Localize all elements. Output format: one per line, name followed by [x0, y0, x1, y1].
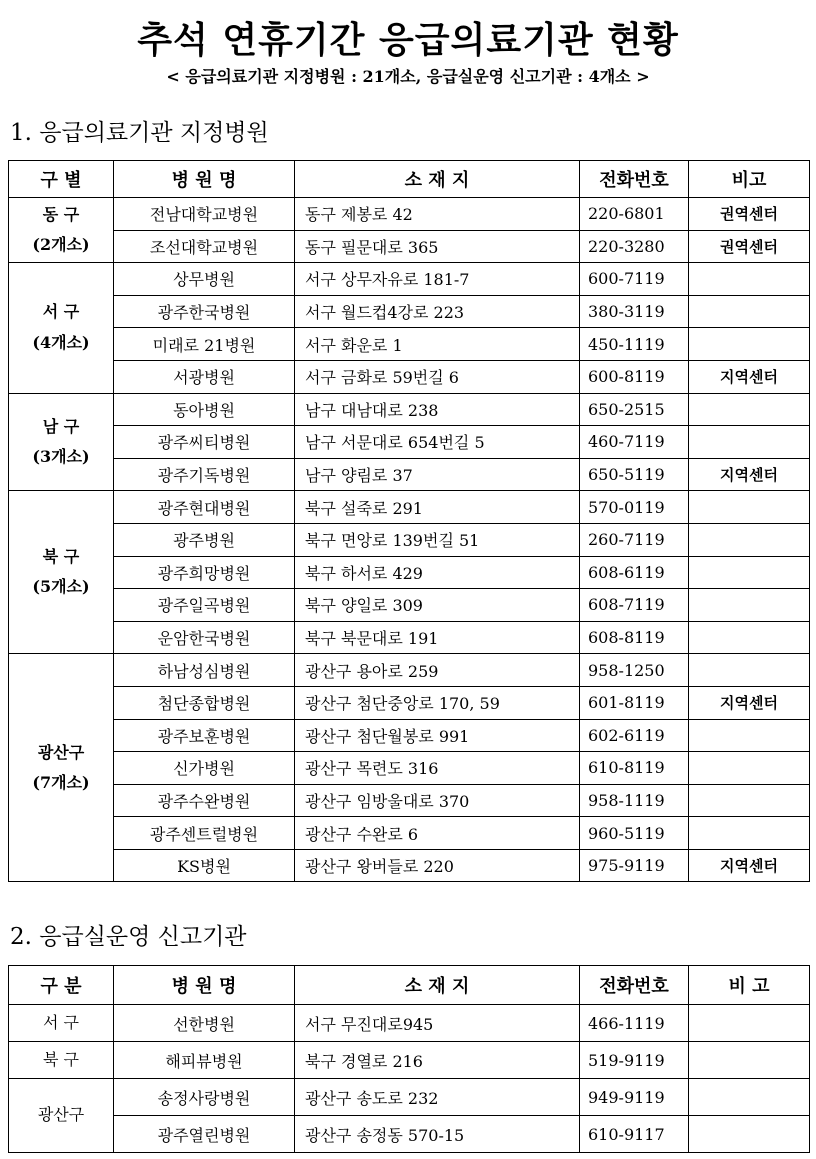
hospital-note	[689, 1005, 810, 1042]
header-address: 소 재 지	[295, 966, 580, 1005]
hospital-address: 광산구 수완로 6	[295, 817, 580, 850]
hospital-name: 상무병원	[114, 263, 295, 296]
section2-heading: 2. 응급실운영 신고기관	[10, 924, 247, 950]
table-row	[9, 393, 810, 426]
hospital-address: 북구 설죽로 291	[295, 491, 580, 524]
hospital-phone: 220-6801	[580, 198, 689, 231]
table-row	[9, 849, 810, 882]
hospital-phone: 958-1250	[580, 654, 689, 687]
group-cell	[9, 198, 114, 263]
table-row	[9, 426, 810, 459]
hospital-address: 서구 금화로 59번길 6	[295, 360, 580, 393]
hospital-phone: 519-9119	[580, 1042, 689, 1079]
group-count: (3개소)	[32, 446, 90, 466]
hospital-name: 동아병원	[114, 393, 295, 426]
page-subtitle: < 응급의료기관 지정병원 : 21개소, 응급실운영 신고기관 : 4개소 >	[166, 67, 650, 86]
hospital-address: 광산구 왕버들로 220	[295, 849, 580, 882]
header-phone: 전화번호	[580, 161, 689, 198]
group-cell	[9, 393, 114, 491]
hospital-note	[689, 1079, 810, 1116]
header-note: 비고	[689, 161, 810, 198]
hospital-phone: 601-8119	[580, 686, 689, 719]
table-header-row	[9, 161, 810, 198]
hospital-name: 광주희망병원	[114, 556, 295, 589]
hospital-note	[689, 295, 810, 328]
hospital-note	[689, 556, 810, 589]
hospital-phone: 600-7119	[580, 263, 689, 296]
hospital-phone: 608-8119	[580, 621, 689, 654]
hospital-name: 전남대학교병원	[114, 198, 295, 231]
group-name: 남 구	[42, 416, 80, 436]
header-phone: 전화번호	[580, 966, 689, 1005]
hospital-note	[689, 654, 810, 687]
table-row	[9, 458, 810, 491]
hospital-note	[689, 1042, 810, 1079]
hospital-phone: 650-2515	[580, 393, 689, 426]
table-row	[9, 1116, 810, 1153]
hospital-phone: 570-0119	[580, 491, 689, 524]
table-row	[9, 1079, 810, 1116]
hospital-note	[689, 523, 810, 556]
hospital-phone: 466-1119	[580, 1005, 689, 1042]
group-count: (7개소)	[32, 772, 90, 792]
hospital-address: 남구 양림로 37	[295, 458, 580, 491]
table-row	[9, 263, 810, 296]
hospital-phone: 220-3280	[580, 230, 689, 263]
hospital-address: 광산구 송도로 232	[295, 1079, 580, 1116]
hospital-phone: 608-7119	[580, 589, 689, 622]
hospital-name: 광주병원	[114, 523, 295, 556]
hospital-phone: 602-6119	[580, 719, 689, 752]
header-group: 구 분	[9, 966, 114, 1005]
table-row	[9, 1042, 810, 1079]
hospital-note	[689, 491, 810, 524]
table-row	[9, 556, 810, 589]
hospital-address: 북구 양일로 309	[295, 589, 580, 622]
table-row	[9, 784, 810, 817]
hospital-name: 운암한국병원	[114, 621, 295, 654]
hospital-address: 서구 상무자유로 181-7	[295, 263, 580, 296]
group-count: (4개소)	[32, 332, 90, 352]
hospital-address: 서구 월드컵4강로 223	[295, 295, 580, 328]
table-row	[9, 198, 810, 231]
hospital-note	[689, 589, 810, 622]
header-group: 구 별	[9, 161, 114, 198]
group-cell	[9, 654, 114, 882]
table-row	[9, 523, 810, 556]
hospital-address: 남구 서문대로 654번길 5	[295, 426, 580, 459]
hospital-name: 첨단종합병원	[114, 686, 295, 719]
group-name: 서 구	[42, 302, 80, 322]
table-row	[9, 328, 810, 361]
hospital-name: 광주열린병원	[114, 1116, 295, 1153]
hospital-phone: 949-9119	[580, 1079, 689, 1116]
hospital-address: 광산구 첨단월봉로 991	[295, 719, 580, 752]
hospital-note: 권역센터	[689, 230, 810, 263]
table-row	[9, 491, 810, 524]
hospital-phone: 608-6119	[580, 556, 689, 589]
group-name: 서 구	[43, 1012, 79, 1032]
hospital-address: 광산구 임방울대로 370	[295, 784, 580, 817]
hospital-name: 신가병원	[114, 752, 295, 785]
hospital-note	[689, 1116, 810, 1153]
hospital-name: 광주현대병원	[114, 491, 295, 524]
hospital-note: 지역센터	[689, 360, 810, 393]
hospital-phone: 260-7119	[580, 523, 689, 556]
group-count: (2개소)	[32, 235, 90, 255]
hospital-name: 광주씨티병원	[114, 426, 295, 459]
hospital-address: 서구 화운로 1	[295, 328, 580, 361]
hospital-name: 미래로 21병원	[114, 328, 295, 361]
hospital-name: 해피뷰병원	[114, 1042, 295, 1079]
hospital-name: 광주일곡병원	[114, 589, 295, 622]
hospital-address: 동구 필문대로 365	[295, 230, 580, 263]
table-row	[9, 817, 810, 850]
hospital-name: 서광병원	[114, 360, 295, 393]
table-row	[9, 230, 810, 263]
hospital-address: 북구 경열로 216	[295, 1042, 580, 1079]
table-row	[9, 621, 810, 654]
group-cell	[9, 1042, 114, 1079]
hospital-address: 북구 면앙로 139번길 51	[295, 523, 580, 556]
hospital-address: 서구 무진대로945	[295, 1005, 580, 1042]
hospital-name: 광주한국병원	[114, 295, 295, 328]
hospital-name: 광주기독병원	[114, 458, 295, 491]
table-row	[9, 654, 810, 687]
hospital-name: KS병원	[114, 849, 295, 882]
hospital-phone: 450-1119	[580, 328, 689, 361]
group-cell	[9, 263, 114, 393]
hospital-note	[689, 263, 810, 296]
hospital-name: 송정사랑병원	[114, 1079, 295, 1116]
group-name: 북 구	[42, 546, 80, 566]
hospital-address: 광산구 송정동 570-15	[295, 1116, 580, 1153]
hospital-note: 지역센터	[689, 849, 810, 882]
table-header-row	[9, 966, 810, 1005]
hospital-address: 동구 제봉로 42	[295, 198, 580, 231]
hospital-name: 광주센트럴병원	[114, 817, 295, 850]
hospital-phone: 610-9117	[580, 1116, 689, 1153]
hospital-name: 하남성심병원	[114, 654, 295, 687]
section1-heading: 1. 응급의료기관 지정병원	[10, 120, 269, 146]
hospital-address: 북구 하서로 429	[295, 556, 580, 589]
table-row	[9, 686, 810, 719]
group-cell	[9, 491, 114, 654]
hospital-phone: 610-8119	[580, 752, 689, 785]
hospital-note	[689, 752, 810, 785]
header-address: 소 재 지	[295, 161, 580, 198]
hospital-phone: 958-1119	[580, 784, 689, 817]
group-cell	[9, 1005, 114, 1042]
hospital-address: 광산구 목련도 316	[295, 752, 580, 785]
hospital-address: 북구 북문대로 191	[295, 621, 580, 654]
group-count: (5개소)	[32, 577, 90, 597]
hospital-address: 광산구 첨단중앙로 170, 59	[295, 686, 580, 719]
hospital-phone: 600-8119	[580, 360, 689, 393]
hospital-note	[689, 719, 810, 752]
hospital-note: 지역센터	[689, 686, 810, 719]
hospital-note	[689, 328, 810, 361]
group-name: 광산구	[37, 1105, 85, 1125]
hospital-note: 지역센터	[689, 458, 810, 491]
hospital-phone: 380-3119	[580, 295, 689, 328]
table-row	[9, 752, 810, 785]
hospital-phone: 975-9119	[580, 849, 689, 882]
table-row	[9, 1005, 810, 1042]
table-row	[9, 295, 810, 328]
hospital-note	[689, 393, 810, 426]
reporting-institutions-table	[8, 965, 810, 1153]
hospital-phone: 960-5119	[580, 817, 689, 850]
hospital-name: 선한병원	[114, 1005, 295, 1042]
designated-hospitals-table	[8, 160, 810, 882]
hospital-name: 광주수완병원	[114, 784, 295, 817]
hospital-note	[689, 817, 810, 850]
hospital-note	[689, 426, 810, 459]
table-row	[9, 719, 810, 752]
hospital-note: 권역센터	[689, 198, 810, 231]
group-name: 광산구	[37, 742, 85, 762]
header-note: 비 고	[689, 966, 810, 1005]
table-row	[9, 589, 810, 622]
hospital-address: 남구 대남대로 238	[295, 393, 580, 426]
header-name: 병 원 명	[114, 966, 295, 1005]
table-row	[9, 360, 810, 393]
hospital-phone: 650-5119	[580, 458, 689, 491]
group-cell	[9, 1079, 114, 1153]
hospital-name: 광주보훈병원	[114, 719, 295, 752]
hospital-phone: 460-7119	[580, 426, 689, 459]
page-title: 추석 연휴기간 응급의료기관 현황	[137, 20, 679, 61]
hospital-note	[689, 784, 810, 817]
hospital-note	[689, 621, 810, 654]
hospital-name: 조선대학교병원	[114, 230, 295, 263]
group-name: 동 구	[42, 204, 80, 224]
hospital-address: 광산구 용아로 259	[295, 654, 580, 687]
group-name: 북 구	[43, 1049, 79, 1069]
header-name: 병 원 명	[114, 161, 295, 198]
